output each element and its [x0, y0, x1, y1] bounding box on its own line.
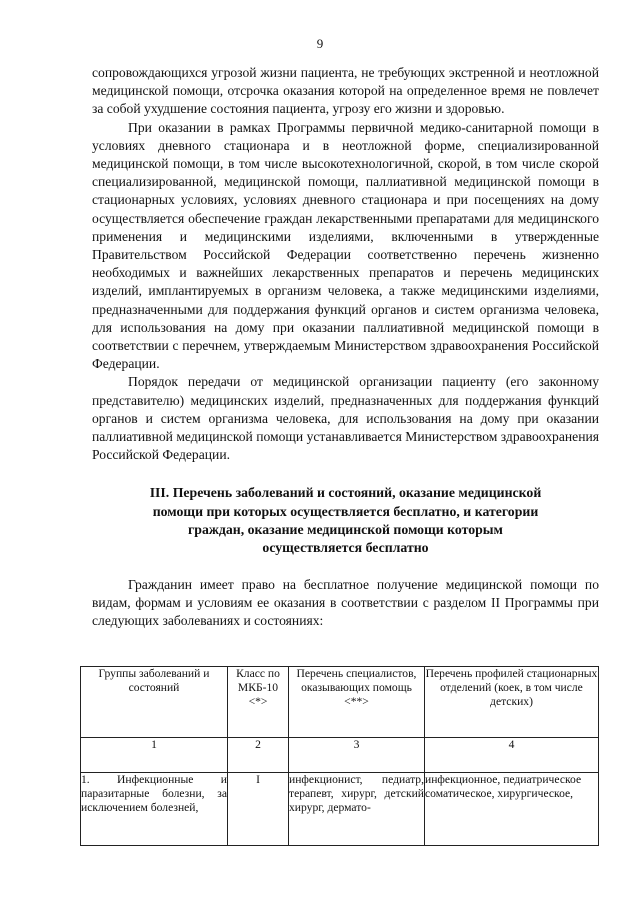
cell-disease-group: 1. Инфекционные и паразитарные болезни, за исключением болезней,: [81, 773, 228, 846]
diseases-table: [80, 666, 599, 846]
column-number: 4: [425, 738, 599, 773]
header-ward-profiles: Перечень профилей стационарных отделений (коек, в том числе детских): [425, 667, 599, 738]
section-intro: Гражданин имеет право на бесплатное получение медицинской помощи по видам, формам и условиям ее оказания в соответствии с разделом II Программы при следующих заболеваниях и состояниях:: [92, 576, 599, 629]
section-heading-line: помощи при которых осуществляется бесплатно, и категории: [152, 503, 539, 519]
section-heading-line: осуществляется бесплатно: [262, 540, 429, 556]
section-heading-line: граждан, оказание медицинской помощи которым: [188, 522, 503, 538]
section-heading: [92, 484, 599, 557]
table-column-number-row: [81, 738, 599, 773]
page-number: 9: [316, 36, 324, 51]
paragraph-continuation: сопровождающихся угрозой жизни пациента, не требующих экстренной и неотложной медицинской помощи, отсрочка оказания которой на определенное время не повлечет за собой ухудшение состояния пациента, угрозу его жизни и здоровью.: [92, 65, 599, 117]
paragraph-medicines-provision: При оказании в рамках Программы первичной медико-санитарной помощи в условиях дневного стационара и в неотложной форме, специализированной медицинской помощи, в том числе высокотехнологичной, скорой, в том числе скорой специализированной, медицинской помощи, паллиативной медицинской помощи в стационарных условиях, условиях дневного стационара и при посещениях на дому осуществляется обеспечение граждан лекарственными препаратами для медицинского применения и медицинскими изделиями, включенными в утвержденные Правительством Российской Федерации соответственно перечень жизненно необходимых и важнейших лекарственных препаратов и перечень медицинских изделий, имплантируемых в организм человека, а также медицинскими изделиями, предназначенными для поддержания функций органов и систем организма человека, для использования на дому при оказании паллиативной медицинской помощи в соответствии с перечнем, утверждаемым Министерством здравоохранения Российской Федерации.: [92, 119, 599, 372]
document-body: [92, 64, 599, 630]
cell-icd-class: I: [228, 773, 289, 846]
column-number: 1: [81, 738, 228, 773]
header-icd-class: Класс по МКБ-10 <*>: [228, 667, 289, 738]
cell-ward-profiles: инфекционное, педиатрическое соматическое, хирургическое,: [425, 773, 599, 846]
column-number: 3: [289, 738, 425, 773]
column-number: 2: [228, 738, 289, 773]
header-specialists: Перечень специалистов, оказывающих помощь <**>: [289, 667, 425, 738]
table-row: [81, 773, 599, 846]
header-disease-groups: Группы заболеваний и состояний: [81, 667, 228, 738]
table-header-row: [81, 667, 599, 738]
cell-specialists: инфекционист, педиатр, терапевт, хирург, детский хирург, дермато-: [289, 773, 425, 846]
section-heading-line: III. Перечень заболеваний и состояний, оказание медицинской: [149, 485, 542, 501]
paragraph-device-transfer: Порядок передачи от медицинской организации пациенту (его законному представителю) медицинских изделий, предназначенных для поддержания функций органов и систем организма человека, для использования на дому при оказании паллиативной медицинской помощи устанавливается Министерством здравоохранения Российской Федерации.: [92, 374, 599, 463]
